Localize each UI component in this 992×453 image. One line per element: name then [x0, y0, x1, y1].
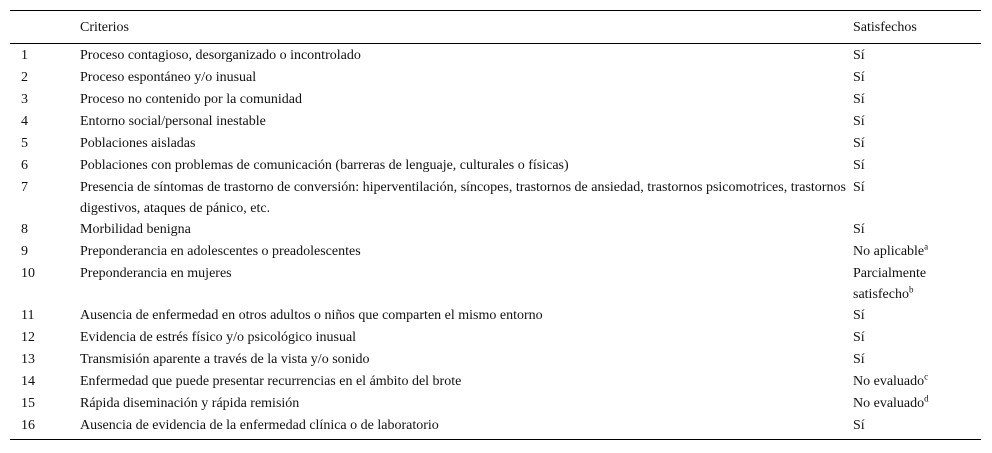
row-criterion: Presencia de síntomas de trastorno de conversión: hiperventilación, síncopes, trastornos de ansiedad, trastornos psicomotrices, trastornos digestivos, ataques de pánico, etc.	[80, 180, 846, 216]
row-status-cell	[853, 415, 981, 437]
header-criteria: Criterios	[80, 19, 129, 35]
row-criterion: Enfermedad que puede presentar recurrencias en el ámbito del brote	[80, 374, 462, 389]
row-status-cell	[853, 155, 981, 177]
footnote-marker: d	[924, 393, 929, 404]
row-number: 11	[21, 308, 35, 323]
table-row	[10, 393, 981, 415]
row-status: No evaluado	[853, 374, 925, 389]
table-row	[10, 111, 981, 133]
row-number: 1	[21, 48, 28, 63]
row-number: 14	[21, 374, 35, 389]
row-criterion: Proceso no contenido por la comunidad	[80, 92, 303, 107]
table-row	[10, 67, 981, 89]
row-criterion: Ausencia de evidencia de la enfermedad clínica o de laboratorio	[80, 418, 439, 433]
row-status: Parcialmente satisfecho	[853, 266, 927, 302]
row-number: 12	[21, 330, 35, 345]
row-criterion: Poblaciones aisladas	[80, 136, 196, 151]
row-criterion: Proceso contagioso, desorganizado o incontrolado	[80, 48, 361, 63]
footnote-marker: a	[924, 241, 929, 252]
row-number: 2	[21, 70, 28, 85]
row-status-cell	[853, 305, 981, 327]
table-body	[10, 44, 981, 439]
header-satisfied: Satisfechos	[853, 19, 917, 35]
row-status: Sí	[853, 330, 865, 345]
row-status: Sí	[853, 180, 865, 195]
row-criterion: Rápida diseminación y rápida remisión	[80, 396, 300, 411]
row-criterion: Preponderancia en adolescentes o preadolescentes	[80, 244, 361, 259]
row-criterion: Ausencia de enfermedad en otros adultos o niños que comparten el mismo entorno	[80, 308, 543, 323]
table-row	[10, 305, 981, 327]
table-row	[10, 263, 981, 305]
row-number: 16	[21, 418, 35, 433]
row-status-cell	[853, 371, 981, 393]
row-status: No evaluado	[853, 396, 925, 411]
row-criterion: Transmisión aparente a través de la vista y/o sonido	[80, 352, 370, 367]
row-criterion: Morbilidad benigna	[80, 222, 191, 237]
row-status-cell	[853, 89, 981, 111]
row-status-cell	[853, 67, 981, 89]
row-number: 9	[21, 244, 28, 259]
row-status-cell	[853, 241, 981, 263]
row-status: Sí	[853, 158, 865, 173]
table-row	[10, 371, 981, 393]
footnote-marker: c	[924, 371, 929, 382]
table-bottom-rule	[10, 439, 981, 440]
table-row	[10, 133, 981, 155]
row-number: 10	[21, 266, 35, 281]
row-number: 8	[21, 222, 28, 237]
row-status: Sí	[853, 92, 865, 107]
row-criterion: Entorno social/personal inestable	[80, 114, 266, 129]
row-status: Sí	[853, 114, 865, 129]
row-status-cell	[853, 327, 981, 349]
row-criterion: Poblaciones con problemas de comunicación (barreras de lenguaje, culturales o físicas)	[80, 158, 569, 173]
row-status-cell	[853, 111, 981, 133]
row-number: 13	[21, 352, 35, 367]
row-status: Sí	[853, 136, 865, 151]
row-status-cell	[853, 45, 981, 67]
row-criterion: Preponderancia en mujeres	[80, 266, 232, 281]
row-status: Sí	[853, 48, 865, 63]
row-status-cell	[853, 349, 981, 371]
row-status: Sí	[853, 352, 865, 367]
table-row	[10, 241, 981, 263]
table-row	[10, 155, 981, 177]
row-status: Sí	[853, 70, 865, 85]
row-status-cell	[853, 133, 981, 155]
row-criterion: Proceso espontáneo y/o inusual	[80, 70, 257, 85]
footnote-marker: b	[908, 284, 914, 295]
row-status-cell	[853, 177, 981, 219]
row-status: Sí	[853, 418, 865, 433]
table-header-row	[10, 11, 981, 43]
row-status-cell	[853, 219, 981, 241]
row-number: 4	[21, 114, 28, 129]
row-status: No aplicable	[853, 244, 925, 259]
table-row	[10, 177, 981, 219]
row-number: 3	[21, 92, 28, 107]
table-row	[10, 349, 981, 371]
row-number: 15	[21, 396, 35, 411]
row-number: 6	[21, 158, 28, 173]
row-status: Sí	[853, 308, 865, 323]
row-number: 5	[21, 136, 28, 151]
table-row	[10, 219, 981, 241]
row-status: Sí	[853, 222, 865, 237]
table-row	[10, 45, 981, 67]
row-criterion: Evidencia de estrés físico y/o psicológico inusual	[80, 330, 357, 345]
criteria-table	[10, 10, 981, 440]
row-status-cell	[853, 263, 981, 305]
row-number: 7	[21, 180, 28, 195]
table-row	[10, 327, 981, 349]
row-status-cell	[853, 393, 981, 415]
table-row	[10, 89, 981, 111]
table-row	[10, 415, 981, 437]
